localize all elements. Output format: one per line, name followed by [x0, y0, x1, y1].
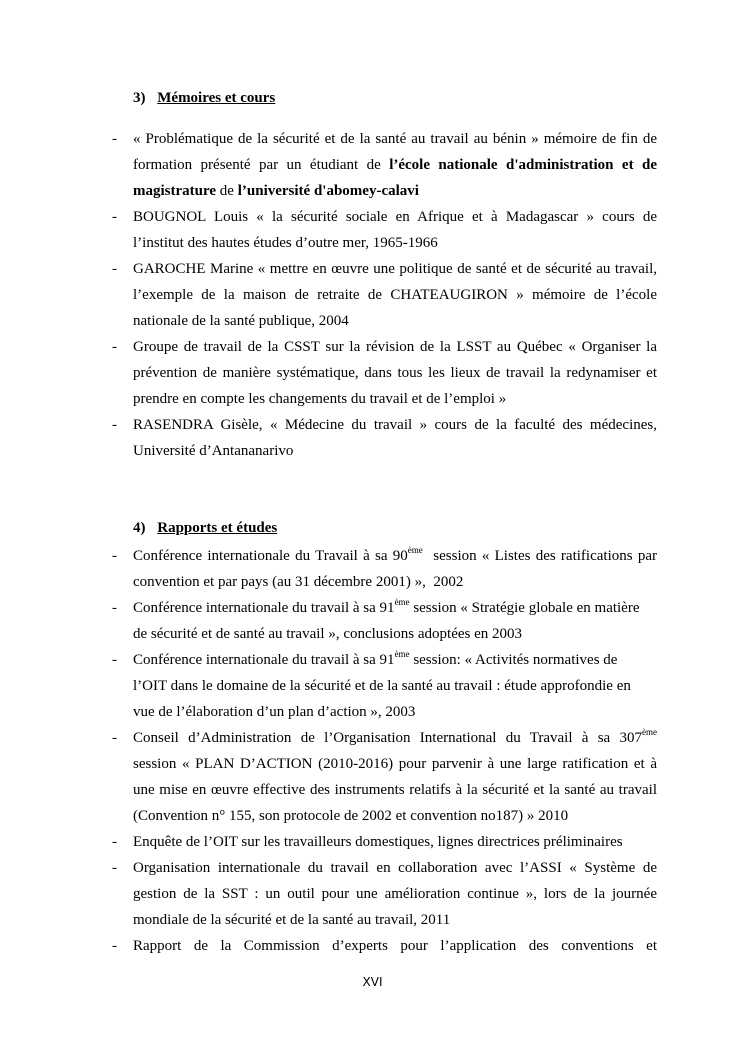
entry-line: (Convention n° 155, son protocole de 2002 et convention no187) » 2010 — [133, 808, 569, 824]
list-item — [112, 204, 657, 256]
entry-bold-text: l’école nationale d'administration et de — [389, 157, 657, 173]
list-bullet: - — [112, 131, 117, 147]
entry-line: convention et par pays (au 31 décembre 2001) », 2002 — [133, 574, 464, 590]
ordinal-superscript: ème — [394, 649, 410, 659]
list-item — [112, 543, 657, 595]
list-bullet: - — [112, 730, 117, 746]
list-item — [112, 595, 657, 647]
section-number: 4) — [133, 520, 146, 536]
entry-text: session « Listes des ratifications par — [422, 548, 657, 564]
section-heading-rapports — [133, 520, 277, 537]
entry-line: mondiale de la sécurité et de la santé au travail, 2011 — [133, 912, 451, 928]
page-number: XVI — [362, 975, 383, 989]
list-item — [112, 725, 657, 829]
list-bullet: - — [112, 860, 117, 876]
list-bullet: - — [112, 261, 117, 277]
entry-line: vue de l’élaboration d’un plan d’action », 2003 — [133, 704, 416, 720]
entry-line: Organisation internationale du travail en collaboration avec l’ASSI « Système de — [133, 860, 657, 876]
entry-line — [133, 595, 657, 621]
list-bullet: - — [112, 339, 117, 355]
entry-text: Conférence internationale du travail à sa 91 — [133, 652, 395, 668]
list-item — [112, 933, 657, 959]
list-item — [112, 256, 657, 334]
list-bullet: - — [112, 548, 117, 564]
entry-text: Conseil d’Administration de l’Organisation International du Travail à sa 307 — [133, 730, 642, 746]
entry-line: l’exemple de la maison de retraite de CHATEAUGIRON » mémoire de l’école — [133, 287, 657, 303]
list-bullet: - — [112, 600, 117, 616]
entry-line: Groupe de travail de la CSST sur la révision de la LSST au Québec « Organiser la — [133, 339, 657, 355]
entry-line — [133, 725, 657, 751]
section-heading-memoires — [133, 90, 275, 107]
entry-line: session « PLAN D’ACTION (2010-2016) pour parvenir à une large ratification et à — [133, 756, 657, 772]
list-item — [112, 412, 657, 464]
list-item — [112, 126, 657, 204]
memoires-list — [112, 126, 657, 464]
entry-line: gestion de la SST : un outil pour une amélioration continue », lors de la journée — [133, 886, 657, 902]
entry-bold-text: magistrature — [133, 183, 217, 199]
entry-line — [133, 152, 657, 178]
entry-line: nationale de la santé publique, 2004 — [133, 313, 349, 329]
entry-line: BOUGNOL Louis « la sécurité sociale en Afrique et à Madagascar » cours de — [133, 209, 657, 225]
entry-line: une mise en œuvre effective des instruments relatifs à la sécurité et la santé au travail — [133, 782, 657, 798]
entry-line: GAROCHE Marine « mettre en œuvre une politique de santé et de sécurité au travail, — [133, 261, 657, 277]
entry-text: Conférence internationale du Travail à sa 90 — [133, 548, 408, 564]
ordinal-superscript: ème — [394, 597, 410, 607]
ordinal-superscript: ème — [642, 727, 657, 737]
list-bullet: - — [112, 652, 117, 668]
entry-line: Rapport de la Commission d’experts pour l’application des conventions et — [133, 938, 657, 954]
entry-text: Conférence internationale du travail à sa 91 — [133, 600, 395, 616]
entry-text: session: « Activités normatives de — [409, 652, 618, 668]
list-item — [112, 334, 657, 412]
section-title: Mémoires et cours — [157, 90, 276, 106]
entry-line: « Problématique de la sécurité et de la santé au travail au bénin » mémoire de fin de — [133, 131, 657, 147]
list-bullet: - — [112, 417, 117, 433]
entry-line: Enquête de l’OIT sur les travailleurs domestiques, lignes directrices préliminaires — [133, 834, 623, 850]
list-bullet: - — [112, 938, 117, 954]
entry-line: de sécurité et de santé au travail », conclusions adoptées en 2003 — [133, 626, 523, 642]
rapports-list — [112, 543, 657, 959]
entry-line — [133, 647, 657, 673]
ordinal-superscript: ème — [407, 545, 423, 555]
entry-line — [133, 543, 657, 569]
entry-text: formation présenté par un étudiant de — [133, 157, 390, 173]
entry-bold-text: l’université d'abomey-calavi — [237, 183, 419, 199]
list-bullet: - — [112, 834, 117, 850]
list-item — [112, 829, 657, 855]
list-bullet: - — [112, 209, 117, 225]
entry-text: de — [216, 183, 238, 199]
section-number: 3) — [133, 90, 146, 106]
entry-line: prévention de manière systématique, dans tous les lieux de travail la redynamiser et — [133, 365, 657, 381]
list-item — [112, 647, 657, 725]
section-title: Rapports et études — [157, 520, 278, 536]
entry-line: l’institut des hautes études d’outre mer, 1965-1966 — [133, 235, 438, 251]
entry-line — [133, 178, 657, 204]
entry-text: session « Stratégie globale en matière — [409, 600, 640, 616]
list-item — [112, 855, 657, 933]
entry-line: Université d’Antananarivo — [133, 443, 294, 459]
entry-line: l’OIT dans le domaine de la sécurité et de la santé au travail : étude approfondie en — [133, 678, 631, 694]
entry-line: prendre en compte les changements du travail et de l’emploi » — [133, 391, 507, 407]
entry-line: RASENDRA Gisèle, « Médecine du travail » cours de la faculté des médecines, — [133, 417, 657, 433]
